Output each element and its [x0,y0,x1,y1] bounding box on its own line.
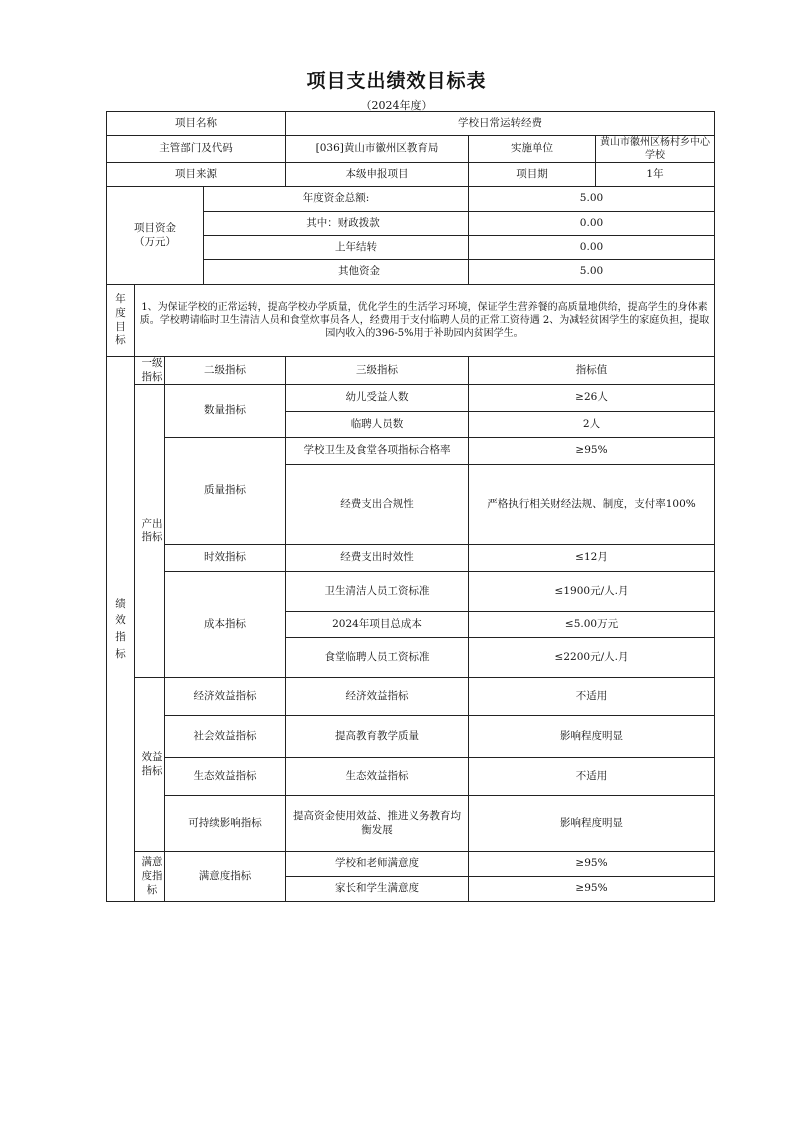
indicator-name: 家长和学生满意度 [286,877,469,902]
indicator-value: ≤2200元/人.月 [469,638,715,678]
indicator-value: 不适用 [469,758,715,796]
benefit-level2: 生态效益指标 [165,758,286,796]
indicator-name: 经费支出时效性 [286,545,469,572]
indicator-value: 2人 [469,412,715,438]
quantity-label: 数量指标 [165,385,286,438]
goal-label-line1: 年度 [115,293,126,319]
dept-label: 主管部门及代码 [107,136,286,163]
indicator-name: 提高资金使用效益、推进义务教育均衡发展 [286,796,469,852]
indicator-value: 影响程度明显 [469,716,715,758]
indicator-value: 不适用 [469,678,715,716]
year-subtitle: （2024年度） [360,99,433,112]
indicator-row [107,796,715,852]
goal-row [107,285,715,357]
page-title: 项目支出绩效目标表 [306,70,487,92]
indicator-value: ≥26人 [469,385,715,412]
benefit-level2: 社会效益指标 [165,716,286,758]
indicator-value: 影响程度明显 [469,796,715,852]
project-name-row [107,112,715,136]
funds-row-label: 年度资金总额: [204,187,469,212]
indicator-value: ≥95% [469,852,715,877]
indicator-name: 幼儿受益人数 [286,385,469,412]
time-label: 时效指标 [165,545,286,572]
header-value: 指标值 [469,357,715,385]
period-label: 项目期 [469,163,596,187]
funds-row-value: 0.00 [469,236,715,260]
indicator-value: ≥95% [469,438,715,465]
project-name-label: 项目名称 [107,112,286,136]
goal-label-line2: 目标 [115,320,126,347]
funds-row-label: 其他资金 [204,260,469,285]
impl-label: 实施单位 [469,136,596,163]
source-label: 项目来源 [107,163,286,187]
indicator-value: 严格执行相关财经法规、制度，支付率100% [469,465,715,545]
indicator-value: ≤5.00万元 [469,612,715,638]
source-row [107,163,715,187]
source-value: 本级申报项目 [286,163,469,187]
impl-value: 黄山市徽州区杨村乡中心学校 [596,136,715,163]
indicator-name: 生态效益指标 [286,758,469,796]
goal-label [107,285,135,357]
dept-value: [036]黄山市徽州区教育局 [286,136,469,163]
perf-header-row [107,357,715,385]
indicator-row [107,678,715,716]
indicator-name: 2024年项目总成本 [286,612,469,638]
indicator-row [107,758,715,796]
output-label: 产出指标 [135,385,165,678]
funds-row-label: 其中：财政拨款 [204,212,469,236]
funds-label-line2: （万元） [134,235,176,248]
period-value: 1年 [596,163,715,187]
satisfaction-level2: 满意度指标 [165,852,286,902]
indicator-row [107,716,715,758]
indicator-name: 卫生清洁人员工资标准 [286,572,469,612]
funds-row-label: 上年结转 [204,236,469,260]
satisfaction-label: 满意度指标 [135,852,165,902]
indicator-row [107,385,715,412]
indicator-row [107,545,715,572]
funds-label-line1: 项目资金 [134,221,176,234]
indicator-name: 经济效益指标 [286,678,469,716]
indicator-value: ≥95% [469,877,715,902]
indicator-name: 学校和老师满意度 [286,852,469,877]
benefit-label: 效益指标 [135,678,165,852]
cost-label: 成本指标 [165,572,286,678]
goal-text: 1、为保证学校的正常运转，提高学校办学质量，优化学生的生活学习环境，保证学生营养餐的高质量地供给，提高学生的身体素质。学校聘请临时卫生清洁人员和食堂炊事员各人，经费用于支付临聘人员的正常工资待遇 2、为减轻贫困学生的家庭负担，提取园内收入的396-5%用于补助园内贫困学生。 [135,285,715,357]
benefit-level2: 经济效益指标 [165,678,286,716]
indicator-row [107,438,715,465]
indicator-name: 提高教育教学质量 [286,716,469,758]
header-level1: 一级指标 [135,357,165,385]
indicator-name: 临聘人员数 [286,412,469,438]
indicator-name: 食堂临聘人员工资标准 [286,638,469,678]
indicator-row [107,572,715,612]
header-level2: 二级指标 [165,357,286,385]
indicator-name: 学校卫生及食堂各项指标合格率 [286,438,469,465]
indicator-value: ≤1900元/人.月 [469,572,715,612]
indicator-value: ≤12月 [469,545,715,572]
benefit-level2: 可持续影响指标 [165,796,286,852]
department-row [107,136,715,163]
perf-label: 绩效指标 [107,357,135,902]
header-level3: 三级指标 [286,357,469,385]
indicator-name: 经费支出合规性 [286,465,469,545]
funds-row-value: 0.00 [469,212,715,236]
funds-row [107,187,715,212]
indicator-row [107,852,715,877]
funds-row-value: 5.00 [469,260,715,285]
project-name-value: 学校日常运转经费 [286,112,715,136]
funds-label [107,187,204,285]
quality-label: 质量指标 [165,438,286,545]
funds-row-value: 5.00 [469,187,715,212]
performance-target-table [106,111,715,902]
